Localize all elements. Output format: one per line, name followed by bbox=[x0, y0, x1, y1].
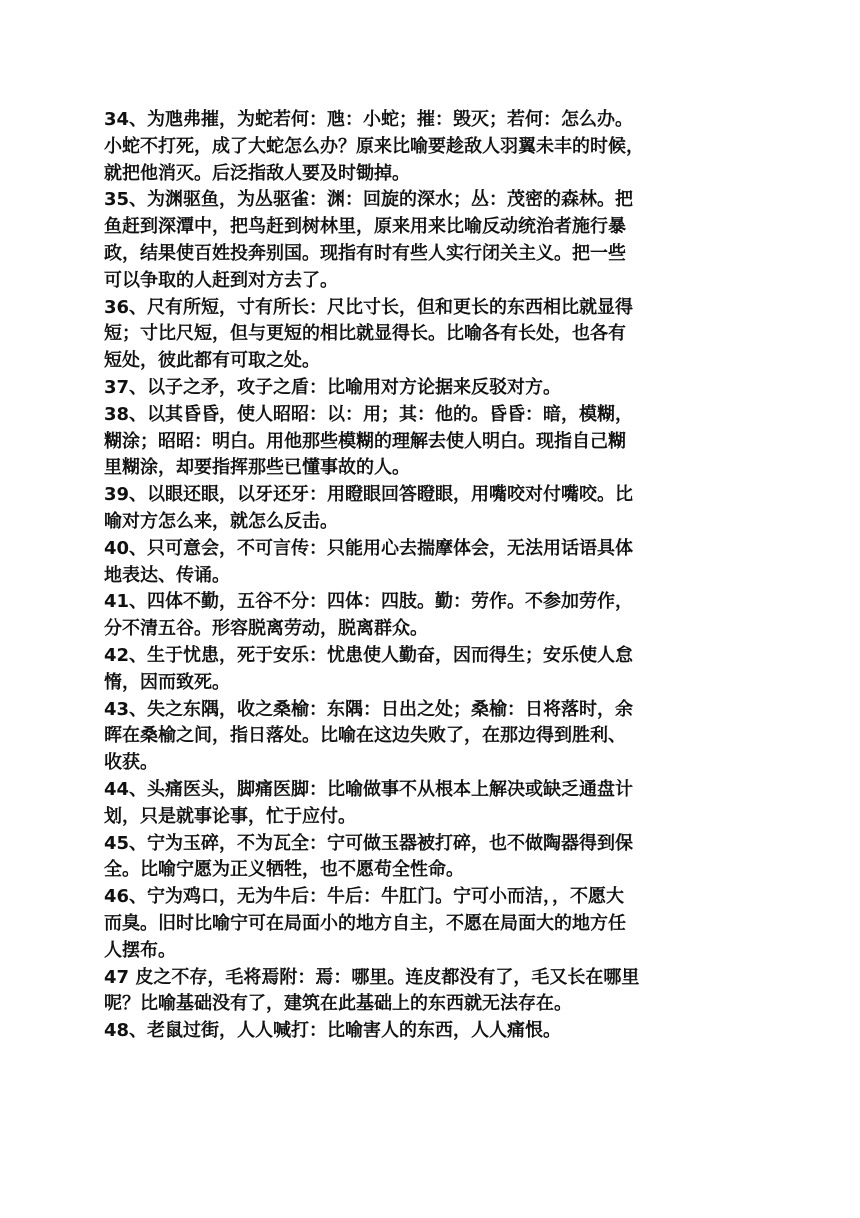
text-line: 短；寸比尺短，但与更短的相比就显得长。比喻各有长处，也各有 bbox=[104, 323, 626, 345]
text-line: 34、为虺弗摧，为蛇若何：虺：小蛇；摧：毁灭；若何：怎么办。 bbox=[104, 109, 634, 130]
text-line: 46、宁为鸡口，无为牛后：牛后：牛肛门。宁可小而洁，，不愿大 bbox=[104, 886, 625, 908]
text-line: 40、只可意会，不可言传：只能用心去揣摩体会，无法用话语具体 bbox=[104, 537, 634, 559]
text-line: 45、宁为玉碎，不为瓦全：宁可做玉器被打碎，也不做陶器得到保 bbox=[104, 832, 634, 854]
text-line: 政，结果使百姓投奔别国。现指有时有些人实行闭关主义。把一些 bbox=[104, 242, 626, 264]
text-line: 喻对方怎么来，就怎么反击。 bbox=[104, 510, 338, 532]
text-line: 39、以眼还眼，以牙还牙：用瞪眼回答瞪眼，用嘴咬对付嘴咬。比 bbox=[104, 484, 634, 506]
text-line: 呢？比喻基础没有了，建筑在此基础上的东西就无法存在。 bbox=[104, 993, 572, 1015]
text-line: 37、以子之矛，攻子之盾：比喻用对方论据来反驳对方。 bbox=[104, 376, 562, 398]
text-line: 收获。 bbox=[104, 752, 158, 774]
text-line: 而臭。旧时比喻宁可在局面小的地方自主，不愿在局面大的地方任 bbox=[104, 912, 626, 934]
text-line: 就把他消灭。后泛指敌人要及时锄掉。 bbox=[104, 162, 410, 184]
text-line: 41、四体不勤，五谷不分：四体：四肢。勤：劳作。不参加劳作， bbox=[104, 591, 634, 613]
text-line: 47 皮之不存，毛将焉附：焉：哪里。连皮都没有了，毛又长在哪里 bbox=[104, 966, 640, 988]
text-line: 38、以其昏昏，使人昭昭：以：用；其：他的。昏昏：暗，模糊， bbox=[104, 403, 634, 425]
text-line: 可以争取的人赶到对方去了。 bbox=[104, 269, 338, 291]
text-line: 惰，因而致死。 bbox=[104, 671, 230, 693]
text-line: 地表达、传诵。 bbox=[104, 564, 230, 586]
text-line: 44、头痛医头，脚痛医脚：比喻做事不从根本上解决或缺乏通盘计 bbox=[104, 778, 634, 800]
text-line: 42、生于忧患，死于安乐：忧患使人勤奋，因而得生；安乐使人怠 bbox=[104, 644, 634, 666]
text-line: 糊涂；昭昭：明白。用他那些模糊的理解去使人明白。现指自己糊 bbox=[104, 430, 626, 452]
text-line: 35、为渊驱鱼，为丛驱雀：渊：回旋的深水；丛：茂密的森林。把 bbox=[104, 189, 634, 211]
text-line: 36、尺有所短，寸有所长：尺比寸长，但和更长的东西相比就显得 bbox=[104, 296, 634, 318]
text-line: 43、失之东隅，收之桑榆：东隅：日出之处；桑榆：日将落时，余 bbox=[104, 698, 634, 720]
text-line: 划，只是就事论事，忙于应付。 bbox=[104, 805, 356, 827]
document-body bbox=[104, 107, 704, 1045]
text-line: 鱼赶到深潭中，把鸟赶到树林里，原来用来比喻反动统治者施行暴 bbox=[104, 216, 626, 238]
text-line: 全。比喻宁愿为正义牺牲，也不愿苟全性命。 bbox=[104, 859, 464, 881]
text-line: 人摆布。 bbox=[104, 939, 176, 961]
text-line: 晖在桑榆之间，指日落处。比喻在这边失败了，在那边得到胜利、 bbox=[104, 725, 626, 747]
text-line: 48、老鼠过街，人人喊打：比喻害人的东西，人人痛恨。 bbox=[104, 1020, 562, 1042]
text-line: 里糊涂，却要指挥那些已懂事故的人。 bbox=[104, 457, 410, 479]
text-line: 小蛇不打死，成了大蛇怎么办？原来比喻要趁敌人羽翼未丰的时候， bbox=[104, 135, 644, 157]
text-line: 分不清五谷。形容脱离劳动，脱离群众。 bbox=[104, 618, 428, 640]
text-line: 短处，彼此都有可取之处。 bbox=[104, 350, 320, 372]
